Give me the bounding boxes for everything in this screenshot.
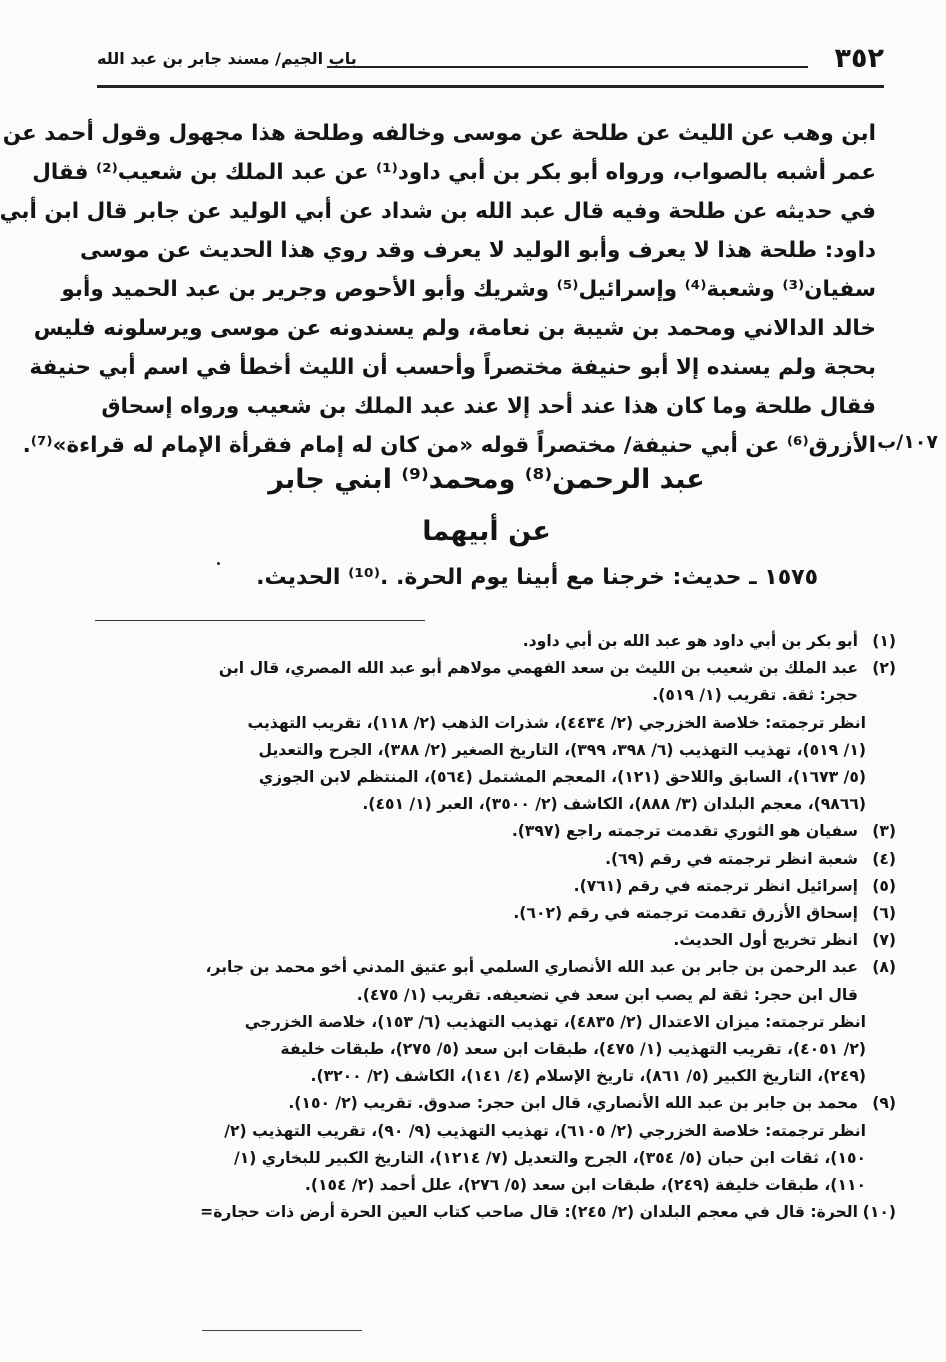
footnote-number: (٦) bbox=[872, 904, 896, 923]
footnote-line bbox=[95, 1199, 896, 1226]
page-number: ٣٥٢ bbox=[834, 43, 884, 74]
main-text-line: بحجة ولم يسنده إلا أبو حنيفة مختصراً وأحسب أن الليث أخطأ في اسم أبي حنيفة bbox=[29, 355, 876, 380]
footnote-line bbox=[95, 818, 896, 845]
manuscript-folio-note: ١٠٧/ب bbox=[877, 431, 938, 453]
stray-dot bbox=[217, 562, 220, 565]
main-text-line: فقال طلحة وما كان هذا عند أحد إلا عند عبد الملك بن شعيب ورواه إسحاق bbox=[101, 394, 876, 419]
footnote-number: (٥) bbox=[872, 876, 896, 895]
main-text-line: عمر أشبه بالصواب، ورواه أبو بكر بن أبي داود⁽¹⁾ عن عبد الملك بن شعيب⁽²⁾ فقال bbox=[32, 160, 876, 185]
footnote-number: (١٠) bbox=[862, 1203, 896, 1222]
footnote-text: (٢٤٩)، التاريخ الكبير (٥/ ٨٦١)، تاريخ الإسلام (٤/ ١٤١)، الكاشف (٢/ ٣٢٠٠). bbox=[310, 1067, 866, 1086]
footnote-line bbox=[95, 1172, 896, 1199]
footnote-number: (٤) bbox=[872, 849, 896, 868]
footnote-number: (٧) bbox=[872, 931, 896, 950]
footnote-number: (٨) bbox=[872, 958, 896, 977]
main-text bbox=[0, 114, 876, 465]
footnote-line bbox=[95, 764, 896, 791]
footnote-text: انظر ترجمته: خلاصة الخزرجي (٢/ ٤٤٣٤)، شذرات الذهب (٢/ ١١٨)، تقريب التهذيب bbox=[247, 713, 866, 732]
section-subtitle: عن أبيهما bbox=[422, 516, 551, 547]
footnote-line bbox=[95, 655, 896, 682]
footnote-number: (٢) bbox=[872, 659, 896, 678]
footnote-line bbox=[95, 628, 896, 655]
running-title: باب الجيم/ مسند جابر بن عبد الله bbox=[97, 49, 357, 68]
footnote-line bbox=[95, 1145, 896, 1172]
footnote-line bbox=[95, 954, 896, 981]
footnote-line bbox=[95, 900, 896, 927]
main-text-line: ابن وهب عن الليث عن طلحة عن موسى وخالفه وطلحة هذا مجهول وقول أحمد عن bbox=[2, 121, 876, 146]
footnote-line bbox=[95, 1063, 896, 1090]
footnote-text: (٢/ ٤٠٥١)، تقريب التهذيب (١/ ٤٧٥)، طبقات ابن سعد (٥/ ٢٧٥)، طبقات خليفة bbox=[280, 1040, 866, 1059]
footnote-line bbox=[95, 682, 896, 709]
footnote-line bbox=[95, 791, 896, 818]
footnote-text: انظر ترجمته: خلاصة الخزرجي (٢/ ٦١٠٥)، تهذيب التهذيب (٩/ ٩٠)، تقريب التهذيب (٢/ bbox=[224, 1121, 866, 1140]
header-separator bbox=[97, 85, 884, 88]
footnote-line bbox=[95, 1036, 896, 1063]
footnote-line bbox=[95, 1090, 896, 1117]
header-rule bbox=[327, 66, 808, 68]
hadith-entry: ١٥٧٥ ـ حديث: خرجنا مع أبينا يوم الحرة. .⁽¹⁰⁾ الحديث. bbox=[256, 565, 818, 590]
footnote-number: (١) bbox=[872, 632, 896, 650]
footnote-line bbox=[95, 737, 896, 764]
main-text-line: سفيان⁽³⁾ وشعبة⁽⁴⁾ وإسرائيل⁽⁵⁾ وشريك وأبو الأحوص وجرير بن عبد الحميد وأبو bbox=[61, 277, 876, 302]
footnote-number: (٣) bbox=[872, 822, 896, 841]
footnote-number: (٩) bbox=[872, 1094, 896, 1113]
footnote-line bbox=[95, 1118, 896, 1145]
footnote-text: الحرة: قال في معجم البلدان (٢/ ٢٤٥): قال صاحب كتاب العين الحرة أرض ذات حجارة= bbox=[200, 1203, 858, 1222]
footnote-line bbox=[95, 927, 896, 954]
footnote-line bbox=[95, 710, 896, 737]
footnote-text: سفيان هو الثوري تقدمت ترجمته راجع (٣٩٧). bbox=[511, 822, 858, 841]
section-title: عبد الرحمن⁽⁸⁾ ومحمد⁽⁹⁾ ابني جابر bbox=[268, 464, 705, 495]
footnote-text: محمد بن جابر بن عبد الله الأنصاري، قال ابن حجر: صدوق. تقريب (٢/ ١٥٠). bbox=[288, 1094, 858, 1113]
footnote-text: ١٥٠)، ثقات ابن حبان (٥/ ٣٥٤)، الجرح والتعديل (٧/ ١٢١٤)، التاريخ الكبير للبخاري (١/ bbox=[234, 1148, 866, 1167]
footnote-text: حجر: ثقة. تقريب (١/ ٥١٩). bbox=[652, 686, 858, 705]
main-text-line: خالد الدالاني ومحمد بن شيبة بن نعامة، ولم يسندونه عن موسى ويرسلونه فليس bbox=[33, 316, 876, 341]
footnote-line bbox=[95, 982, 896, 1009]
footnote-text: عبد الرحمن بن جابر بن عبد الله الأنصاري السلمي أبو عتيق المدني أخو محمد بن جابر، bbox=[205, 958, 858, 977]
footnote-text: انظر تخريج أول الحديث. bbox=[673, 931, 858, 950]
main-text-line: في حديثه عن طلحة وفيه قال عبد الله بن شداد عن أبي الوليد عن جابر قال ابن أبي bbox=[0, 199, 876, 224]
footnote-text: (٥/ ١٦٧٣)، السابق واللاحق (١٢١)، المعجم المشتمل (٥٦٤)، المنتظم لابن الجوزي bbox=[258, 768, 866, 787]
main-text-line: داود: طلحة هذا لا يعرف وأبو الوليد لا يعرف وقد روي هذا الحديث عن موسى bbox=[80, 238, 876, 263]
footnote-text: قال ابن حجر: ثقة لم يصب ابن سعد في تضعيفه. تقريب (١/ ٤٧٥). bbox=[356, 985, 858, 1004]
footnote-separator bbox=[95, 620, 425, 621]
footnotes bbox=[95, 628, 896, 1226]
footnote-text: شعبة انظر ترجمته في رقم (٦٩). bbox=[605, 849, 858, 868]
main-text-line: الأزرق⁽⁶⁾ عن أبي حنيفة/ مختصراً قوله «من كان له إمام فقرأة الإمام له قراءة»⁽⁷⁾. bbox=[22, 433, 876, 458]
footnote-text: إسرائيل انظر ترجمته في رقم (٧٦١). bbox=[573, 876, 858, 895]
footnote-text: (٩٨٦٦)، معجم البلدان (٣/ ٨٨٨)، الكاشف (٢/ ٣٥٠٠)، العبر (١/ ٤٥١). bbox=[362, 795, 866, 814]
footnote-text: عبد الملك بن شعيب بن الليث بن سعد الفهمي مولاهم أبو عبد الله المصري، قال ابن bbox=[218, 659, 858, 678]
footnote-text: انظر ترجمته: ميزان الاعتدال (٢/ ٤٨٣٥)، تهذيب التهذيب (٦/ ١٥٣)، خلاصة الخزرجي bbox=[244, 1012, 866, 1031]
footnote-text: ١١٠)، طبقات خليفة (٢٤٩)، طبقات ابن سعد (٥/ ٢٧٦)، علل أحمد (٢/ ١٥٤). bbox=[304, 1176, 866, 1195]
footnote-text: أبو بكر بن أبي داود هو عبد الله بن أبي داود. bbox=[522, 632, 858, 650]
bottom-rule bbox=[202, 1330, 362, 1331]
footnote-line bbox=[95, 1009, 896, 1036]
footnote-line bbox=[95, 873, 896, 900]
footnote-text: (١/ ٥١٩)، تهذيب التهذيب (٦/ ٣٩٨، ٣٩٩)، التاريخ الصغير (٢/ ٣٨٨)، الجرح والتعديل bbox=[258, 740, 866, 759]
footnote-text: إسحاق الأزرق تقدمت ترجمته في رقم (٦٠٢). bbox=[513, 904, 858, 923]
footnote-line bbox=[95, 846, 896, 873]
